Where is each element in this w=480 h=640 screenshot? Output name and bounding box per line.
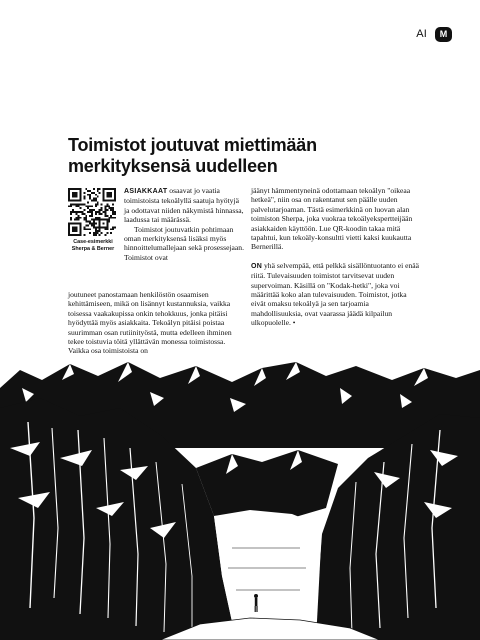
qr-caption: Case-esimerkki Sherpa & Berner	[71, 239, 115, 252]
qr-block	[68, 188, 120, 253]
paragraph-2-bottom: joutuneet panostamaan henkilöstön osaamisen kehittämiseen, mikä on lisännyt kustannuksia, vaikka toisessa vaakakupissa onkin tehokkuus, jonka pitäisi hyödyttää myös asiakkaita. Tekoälyn pitäisi poistaa suurimman osan rutiinityöstä, mutta edelleen ihminen tekee toistuvia töitä yllättävän monessa toimistossa. Vaikka osa toimistoista on	[68, 290, 232, 356]
magazine-logo-badge: M	[435, 27, 452, 42]
paragraph-2-top: Toimistot joutuvatkin pohtimaan oman merkityksensä lisäksi myös hinnoittelumallejaan sekä prosessejaan. Toimistot ovat	[124, 224, 244, 262]
lead-word: ASIAKKAAT	[124, 188, 168, 195]
column-1-bottom	[68, 290, 244, 356]
paragraph-4-lead: ON	[251, 262, 263, 270]
mountain-fjord-illustration	[0, 358, 480, 640]
paragraph-1	[124, 186, 244, 225]
column-2	[251, 186, 421, 328]
paragraph-4-text: yhä selvempää, että pelkkä sisällöntuotanto ei enää riitä. Tulevaisuuden toimistot tarvitsevat uuden supervoiman. Käsillä on "Kodak-hetki", joka voi määrittää koko alan tulevaisuuden. Toimistot, jotka eivät omaksu tekoälyä ja sen tarjoamia mahdollisuuksia, ovat vaarassa jäädä kilpailun ulkopuolelle. •	[251, 260, 419, 328]
section-tag	[416, 26, 452, 42]
paragraph-1-text: osaavat jo vaatia toimistoista tekoälyllä saatuja hyötyjä ja odottavat niiden näkymistä hinnassa, laadussa tai määrässä.	[124, 186, 244, 225]
column-1-top	[124, 186, 244, 262]
section-label: AI	[416, 28, 427, 40]
paragraph-3: jäänyt hämmentyneinä odottamaan tekoälyn "oikeaa hetkeä", niin osa on rakentanut sen päälle uuden palvelutarjoaman. Tästä esimerkkinä on luovan alan toimiston Sherpa, joka vuokraa tekoälyekspertteijään asiakkaiden käyttöön. Lue QR-koodin takaa mitä tapahtui, kun tekoäly-konsultti vietti kaksi kuukautta Bernerillä.	[251, 186, 413, 252]
paragraph-4	[251, 261, 421, 328]
article-title: Toimistot joutuvat miettimään merkityksensä uudelleen	[68, 135, 317, 176]
qr-code-icon[interactable]	[68, 188, 116, 236]
